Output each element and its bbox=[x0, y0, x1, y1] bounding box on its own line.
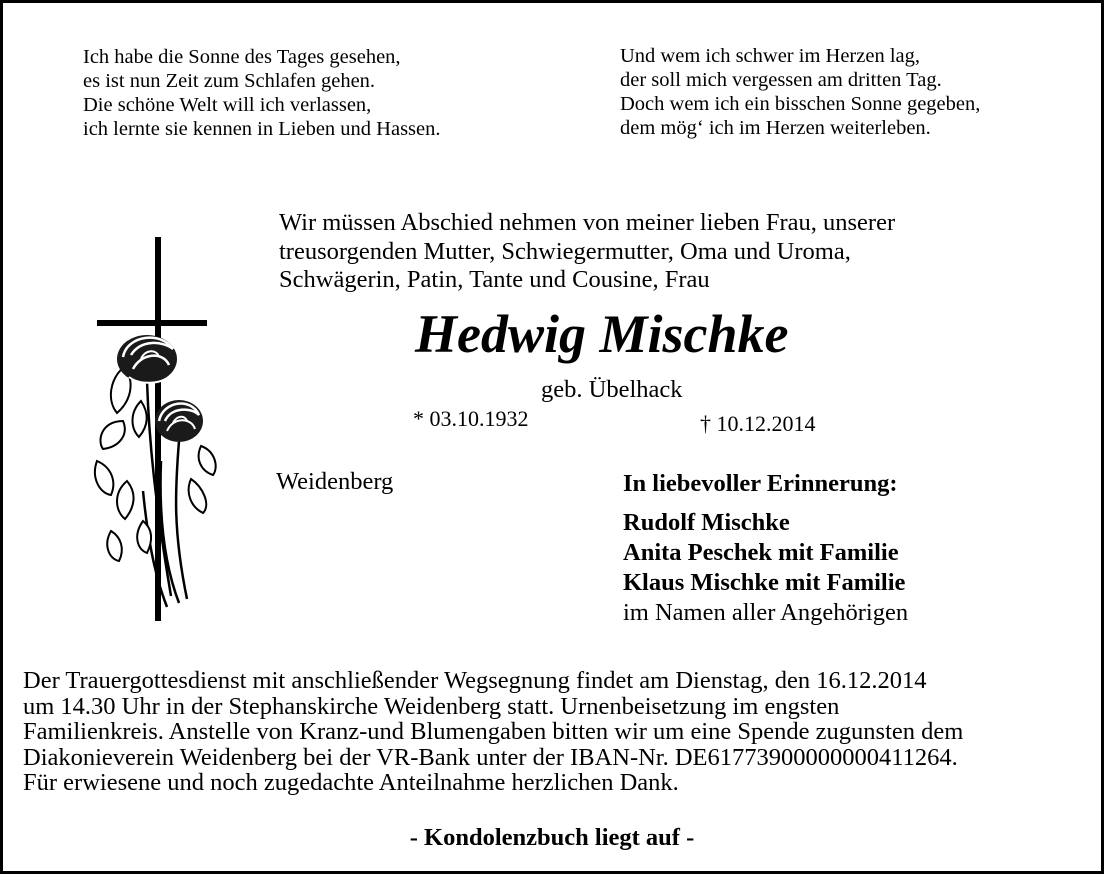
poem-line: Ich habe die Sonne des Tages gesehen, bbox=[83, 46, 401, 68]
cross-with-roses-icon bbox=[83, 231, 223, 626]
service-line: Für erwiesene und noch zugedachte Anteilnahme herzlichen Dank. bbox=[23, 769, 679, 796]
poem-line: es ist nun Zeit zum Schlafen gehen. bbox=[83, 70, 376, 92]
poem-line: Und wem ich schwer im Herzen lag, bbox=[620, 45, 920, 67]
memory-heading: In liebevoller Erinnerung: bbox=[623, 470, 898, 497]
service-line: Familienkreis. Anstelle von Kranz-und Blumengaben bitten wir um eine Spende zugunsten dem bbox=[23, 718, 964, 745]
poem-left bbox=[83, 45, 441, 141]
birth-date: * 03.10.1932 bbox=[413, 406, 529, 431]
service-line: um 14.30 Uhr in der Stephanskirche Weidenberg statt. Urnenbeisetzung im engsten bbox=[23, 692, 840, 720]
mourners-block bbox=[623, 469, 908, 628]
poem-right bbox=[620, 44, 980, 140]
service-line: Diakonieverein Weidenberg bei der VR-Bank unter der IBAN-Nr. DE61773900000000411264. bbox=[23, 743, 958, 771]
poem-line: dem mög‘ ich im Herzen weiterleben. bbox=[620, 117, 931, 139]
intro-line: Schwägerin, Patin, Tante und Cousine, Frau bbox=[279, 266, 710, 293]
service-announcement bbox=[23, 668, 963, 796]
hometown: Weidenberg bbox=[276, 468, 394, 495]
intro-line: Wir müssen Abschied nehmen von meiner lieben Frau, unserer bbox=[279, 209, 896, 236]
poem-line: der soll mich vergessen am dritten Tag. bbox=[620, 69, 942, 91]
maiden-name: geb. Übelhack bbox=[541, 376, 683, 403]
condolence-note: - Kondolenzbuch liegt auf - bbox=[409, 824, 695, 851]
intro-text bbox=[279, 209, 895, 295]
lower-rose bbox=[155, 400, 203, 442]
poem-line: Die schöne Welt will ich verlassen, bbox=[83, 94, 372, 116]
death-date: † 10.12.2014 bbox=[700, 411, 816, 436]
poem-line: Doch wem ich ein bisschen Sonne gegeben, bbox=[620, 93, 981, 115]
mourner-name: Klaus Mischke mit Familie bbox=[623, 569, 906, 596]
service-line: Der Trauergottesdienst mit anschließender Wegsegnung findet am Dienstag, den 16.12.2014 bbox=[23, 667, 927, 694]
mourner-name: Rudolf Mischke bbox=[623, 509, 790, 536]
poem-line: ich lernte sie kennen in Lieben und Hassen. bbox=[83, 118, 441, 140]
deceased-name: Hedwig Mischke bbox=[415, 304, 789, 364]
mourners-closing: im Namen aller Angehörigen bbox=[623, 599, 909, 626]
cross-horizontal-beam bbox=[97, 320, 207, 326]
mourner-name: Anita Peschek mit Familie bbox=[623, 539, 899, 566]
upper-rose bbox=[117, 335, 177, 383]
intro-line: treusorgenden Mutter, Schwiegermutter, Oma und Uroma, bbox=[279, 237, 851, 265]
